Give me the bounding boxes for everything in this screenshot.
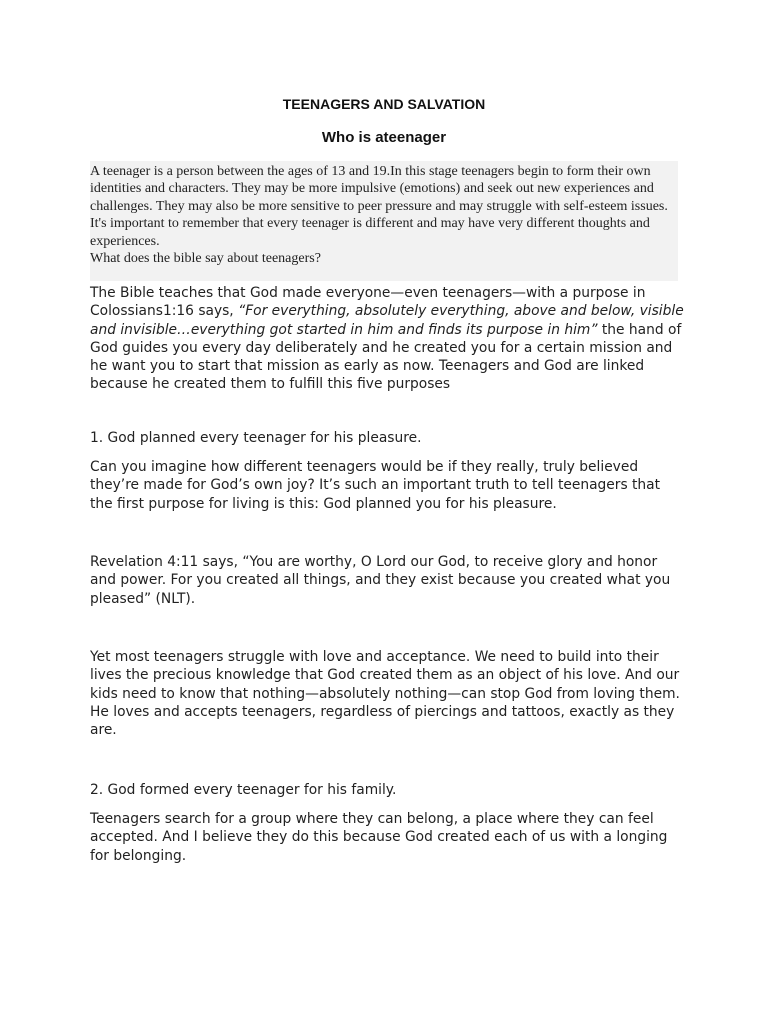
point1-paragraph-1: Can you imagine how different teenagers would be if they really, truly believed they’re made for God’s own joy? It’s such an important truth to tell teenagers that the first purpose for living is this: God planned you for his pleasure. [90,459,661,512]
intro-block [90,161,678,281]
point2-paragraph-1: Teenagers search for a group where they can belong, a place where they can feel accepted. And I believe they do this because God created each of us with a longing for belonging. [90,811,668,864]
intro-paragraph [90,163,676,267]
point1-paragraph-2: Revelation 4:11 says, “You are worthy, O Lord our God, to receive glory and honor and power. For you created all things, and they exist because you created what you pleased” (NLT). [90,554,671,607]
colossians-quote: “For everything, absolutely everything, above and below, visible and invisible…everything got started in him and finds its purpose in him” [90,303,684,338]
document-subtitle: Who is ateenager [321,129,447,146]
bible-lead: The Bible teaches that God made everyone—even teenagers—with a purpose in Colossians1:16 says, [90,285,646,320]
bible-paragraph [90,284,686,394]
bible-tail: the hand of God guides you every day deliberately and he created you for a certain mission and he want you to start that mission as early as now. Teenagers and God are linked because he created them to fulfill this five purposes [90,321,682,393]
point2-heading: 2. God formed every teenager for his family. [90,782,397,798]
intro-text: A teenager is a person between the ages of 13 and 19.In this stage teenagers begin to form their own identities and characters. They may be more impulsive (emotions) and seek out new experiences and challenges. They may also be more sensitive to peer pressure and may struggle with self-esteem issues. It's important to remember that every teenager is different and may have very different thoughts and experiences. [90,164,668,249]
intro-question: What does the bible say about teenagers? [90,251,321,267]
point1-heading: 1. God planned every teenager for his pleasure. [90,430,422,446]
point1-paragraph-3: Yet most teenagers struggle with love and acceptance. We need to build into their lives the precious knowledge that God created them as an object of his love. And our kids need to know that nothing—absolutely nothing—can stop God from loving them. He loves and accepts teenagers, regardless of piercings and tattoos, exactly as they are. [90,649,680,739]
document-title: TEENAGERS AND SALVATION [282,96,486,112]
